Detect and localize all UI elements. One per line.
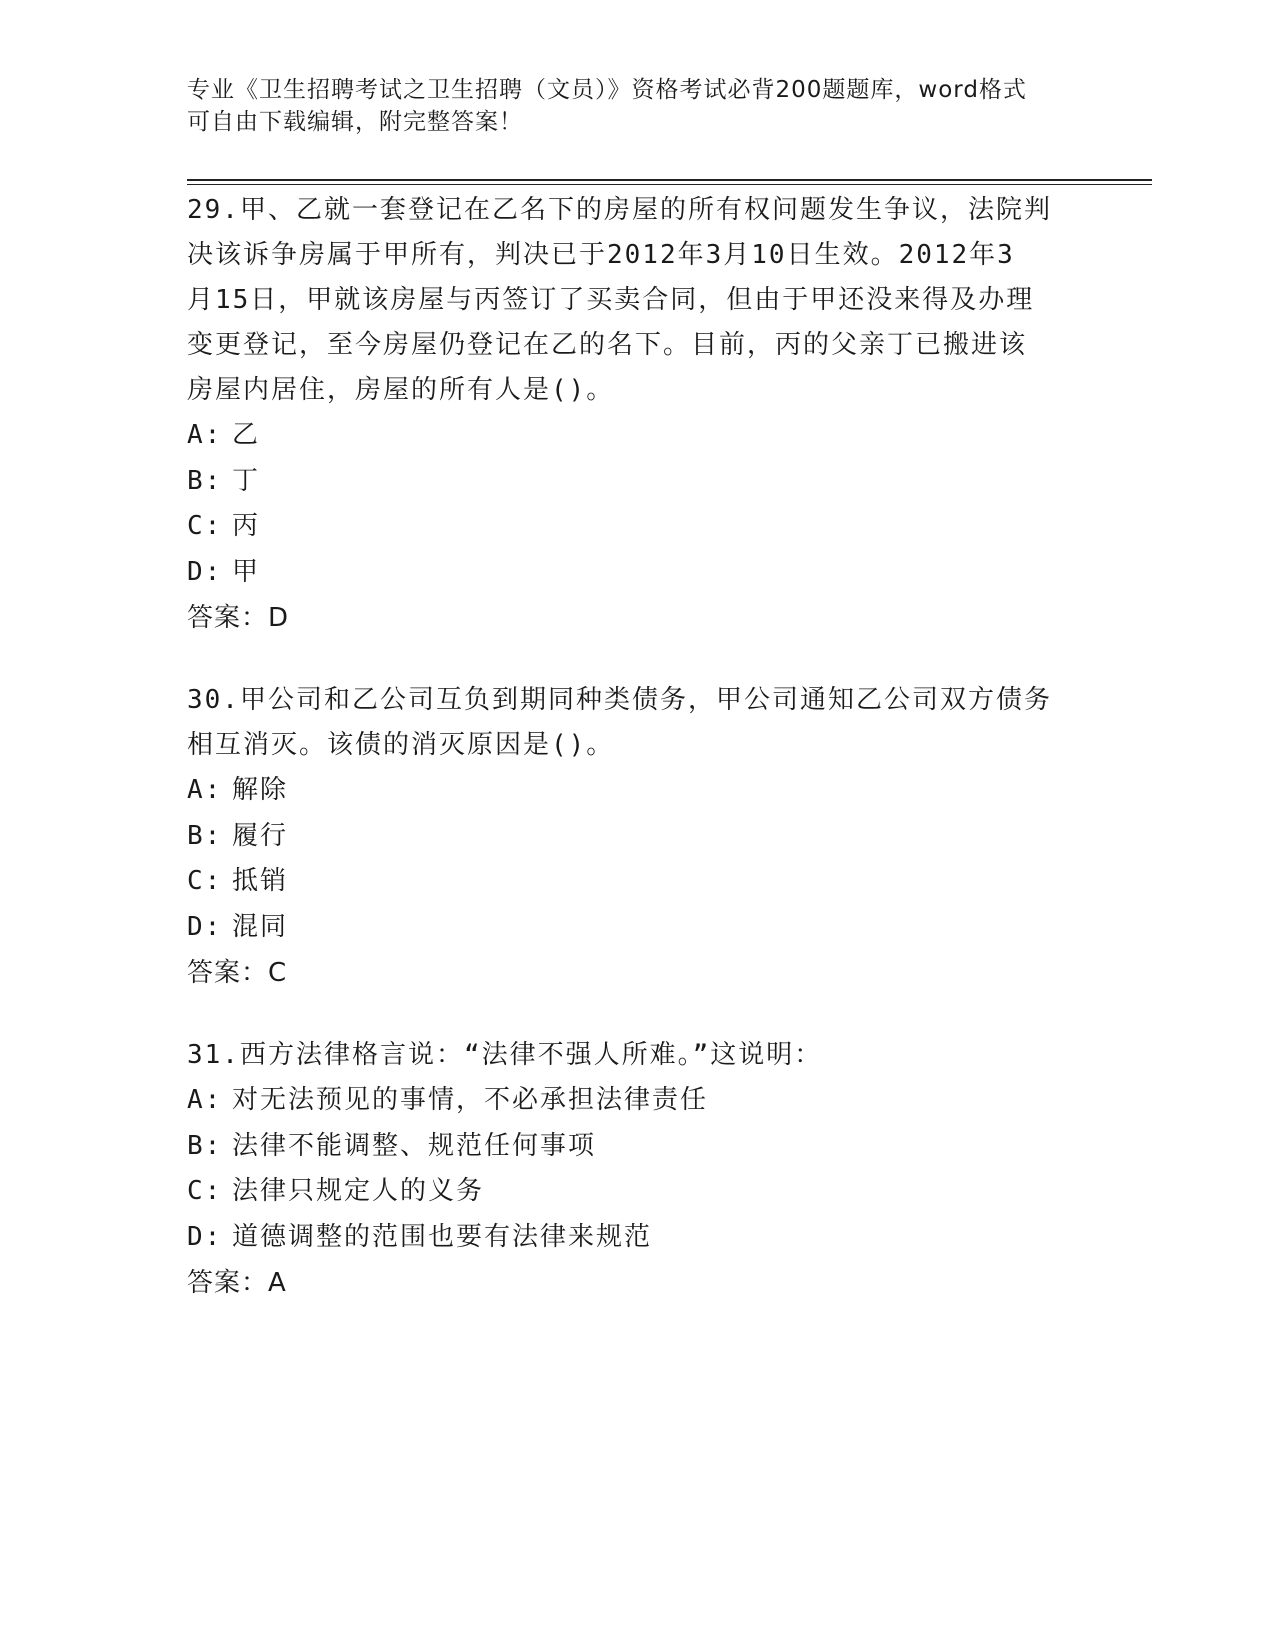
- option-text: 丙: [232, 511, 261, 541]
- answer-line: 答案：C: [187, 958, 288, 988]
- option-a: [187, 1078, 1087, 1124]
- option-text: 对无法预见的事情，不必承担法律责任: [232, 1085, 709, 1115]
- question-item: [187, 1033, 1087, 1306]
- option-text: 法律只规定人的义务: [232, 1176, 485, 1206]
- option-letter: D:: [187, 556, 223, 587]
- option-letter: C:: [187, 1176, 223, 1206]
- option-text: 抵销: [232, 866, 289, 896]
- question-line: 29.甲、乙就一套登记在乙名下的房屋的所有权问题发生争议，法院判: [187, 195, 1052, 225]
- question-line: 房屋内居住，房屋的所有人是()。: [187, 375, 615, 405]
- header-divider-thin: [187, 184, 1152, 185]
- option-letter: A:: [187, 420, 223, 450]
- option-letter: A:: [187, 775, 223, 805]
- question-line: 决该诉争房属于甲所有，判决已于2012年3月10日生效。2012年3: [187, 240, 1015, 270]
- option-text: 乙: [232, 420, 261, 450]
- option-letter: B:: [187, 820, 223, 851]
- question-line: 31.西方法律格言说：“法律不强人所难。”这说明：: [187, 1040, 823, 1070]
- document-header: [187, 74, 1067, 138]
- option-d: [187, 1215, 1087, 1261]
- question-text: [187, 188, 1067, 413]
- header-line-1: 专业《卫生招聘考试之卫生招聘（文员）》资格考试必背200题题库，word格式: [187, 77, 1027, 103]
- option-d: [187, 550, 1087, 596]
- option-text: 法律不能调整、规范任何事项: [232, 1130, 597, 1161]
- option-letter: D:: [187, 1221, 223, 1252]
- answer-line: 答案：A: [187, 1268, 287, 1298]
- option-a: [187, 413, 1087, 459]
- header-divider-thick: [187, 179, 1152, 181]
- option-text: 道德调整的范围也要有法律来规范: [232, 1221, 653, 1252]
- question-line: 相互消灭。该债的消灭原因是()。: [187, 730, 615, 760]
- option-b: [187, 1124, 1087, 1170]
- option-letter: A:: [187, 1085, 223, 1115]
- option-b: [187, 459, 1087, 505]
- question-text: [187, 1033, 1067, 1078]
- option-letter: C:: [187, 866, 223, 896]
- option-text: 履行: [232, 820, 289, 851]
- answer-line: 答案：D: [187, 603, 290, 633]
- option-letter: D:: [187, 911, 223, 942]
- option-c: [187, 859, 1087, 905]
- option-letter: B:: [187, 465, 223, 496]
- question-item: [187, 188, 1087, 641]
- option-c: [187, 1169, 1087, 1215]
- question-line: 30.甲公司和乙公司互负到期同种类债务，甲公司通知乙公司双方债务: [187, 685, 1052, 715]
- option-text: 丁: [232, 465, 261, 496]
- option-text: 混同: [232, 911, 289, 942]
- question-text: [187, 678, 1067, 768]
- question-item: [187, 678, 1087, 996]
- option-d: [187, 905, 1087, 951]
- option-text: 甲: [232, 556, 261, 587]
- option-b: [187, 814, 1087, 860]
- option-text: 解除: [232, 775, 289, 805]
- question-list: [187, 188, 1087, 1343]
- question-line: 变更登记，至今房屋仍登记在乙的名下。目前，丙的父亲丁已搬进该: [187, 330, 1028, 360]
- option-letter: C:: [187, 511, 223, 541]
- option-letter: B:: [187, 1130, 223, 1161]
- option-a: [187, 768, 1087, 814]
- question-line: 月15日，甲就该房屋与丙签订了买卖合同，但由于甲还没来得及办理: [187, 285, 1035, 315]
- option-c: [187, 504, 1087, 550]
- header-line-2: 可自由下载编辑，附完整答案！: [187, 109, 523, 135]
